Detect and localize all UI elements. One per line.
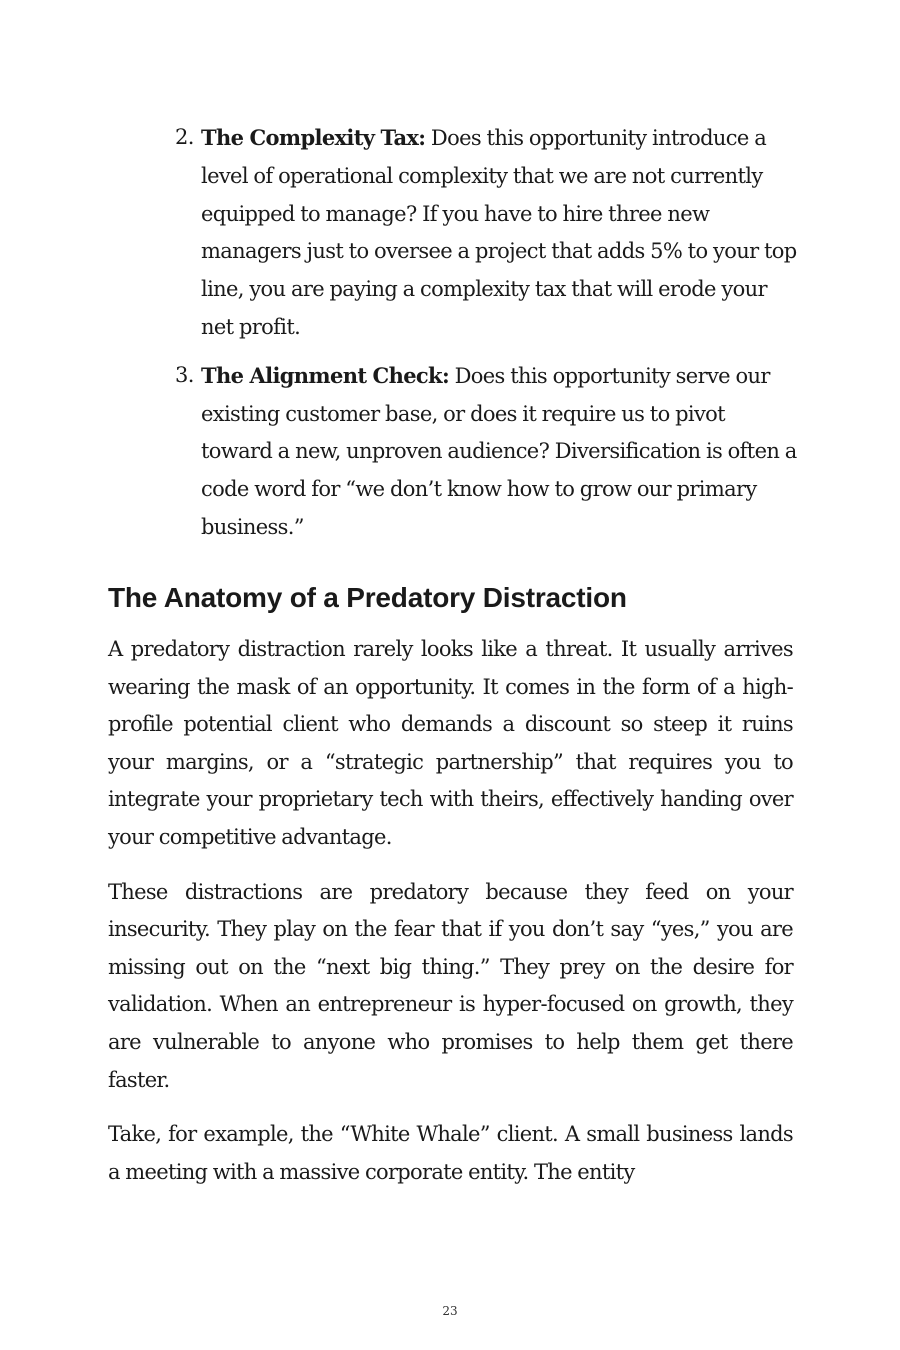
numbered-list: [175, 119, 800, 557]
section-heading: The Anatomy of a Predatory Distraction: [108, 582, 627, 613]
list-item-number: 3.: [175, 362, 194, 387]
list-item-number: 2.: [175, 125, 194, 149]
list-item-complexity-tax: [175, 119, 800, 347]
list-item-text: Does this opportunity serve our existing customer base, or does it require us to pivot toward a new, unproven audience? Diversification is often a code word for “we don’t know how to grow our primary business.”: [201, 363, 797, 539]
paragraph-2: These distractions are predatory because they feed on your insecurity. They play on the fear that if you don’t say “yes,” you are missing out on the “next big thing.” They prey on the desire for validation. When an entrepreneur is hyper-focused on growth, they are vulnerable to anyone who promises to help them get there faster.: [108, 879, 793, 1092]
paragraph-3: Take, for example, the “White Whale” client. A small business lands a meeting with a massive corporate entity. The entity: [108, 1122, 793, 1184]
list-item-term: The Alignment Check:: [201, 362, 450, 388]
list-item-text: Does this opportunity introduce a level of operational complexity that we are not currently equipped to manage? If you have to hire three new managers just to oversee a project that adds 5% to your top line, you are paying a complexity tax that will erode your net profit.: [201, 126, 797, 339]
list-item-term: The Complexity Tax:: [201, 125, 426, 150]
page-number: 23: [442, 1304, 458, 1318]
paragraph-1: A predatory distraction rarely looks like a threat. It usually arrives wearing the mask of an opportunity. It comes in the form of a high-profile potential client who demands a discount so steep it ruins your margins, or a “strategic partnership” that requires you to integrate your proprietary tech with theirs, effectively handing over your competitive advantage.: [108, 637, 793, 849]
section-body: [108, 631, 793, 1208]
list-item-alignment-check: [175, 357, 800, 547]
